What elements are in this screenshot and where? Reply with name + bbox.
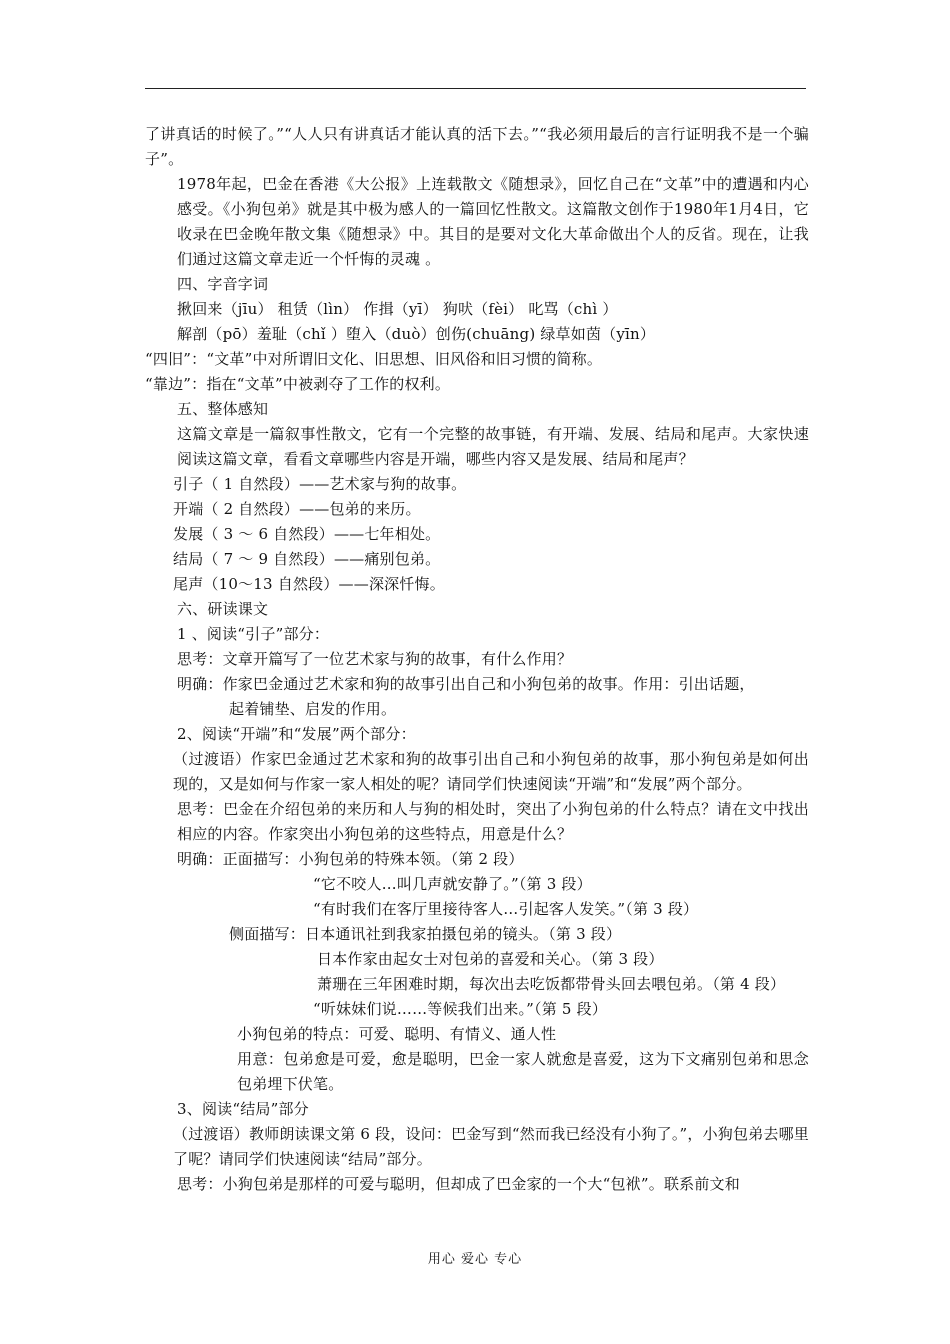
author-intent: 用意：包弟愈是可爱，愈是聪明，巴金一家人就愈是喜爱，这为下文痛别包弟和思念包弟埋下伏笔。 [237, 1050, 809, 1093]
indirect-item-3: 萧珊在三年困难时期，每次出去吃饭都带骨头回去喂包弟。（第 4 段） [317, 975, 786, 993]
subheading-read-ending: 3、阅读“结局”部分 [177, 1100, 309, 1118]
page-footer: 用心 爱心 专心 [427, 1252, 523, 1267]
paragraph-overview: 这篇文章是一篇叙事性散文，它有一个完整的故事链，有开端、发展、结局和尾声。大家快速阅读这篇文章，看看文章哪些内容是开端，哪些内容又是发展、结局和尾声？ [177, 425, 809, 468]
paragraph-background: 1978年起，巴金在香港《大公报》上连载散文《随想录》，回忆自己在“文革”中的遭遇和内心感受。《小狗包弟》就是其中极为感人的一篇回忆性散文。这篇散文创作于1980年1月4日，它收录在巴金晚年散文集《随想录》中。其目的是要对文化大革命做出个人的反省。现在，让我们通过这篇文章走近一个忏悔的灵魂 。 [177, 175, 809, 268]
indirect-item-4: “听妹妹们说……等候我们出来。”（第 5 段） [313, 1000, 608, 1018]
structure-development: 发展（ 3 ～ 6 自然段）——七年相处。 [173, 525, 441, 543]
question-intro: 思考：文章开篇写了一位艺术家与狗的故事，有什么作用？ [177, 650, 573, 668]
subheading-read-development: 2、阅读“开端”和“发展”两个部分： [177, 725, 416, 743]
question-ending: 思考：小狗包弟是那样的可爱与聪明，但却成了巴金家的一个大“包袱”。联系前文和 [177, 1175, 740, 1193]
transition-ending: （过渡语）教师朗读课文第 6 段，设问：巴金写到“然而我已经没有小狗了。”，小狗包弟去哪里了呢？请同学们快速阅读“结局”部分。 [173, 1125, 809, 1168]
structure-intro: 引子（ 1 自然段）——艺术家与狗的故事。 [173, 475, 467, 493]
document-body [145, 122, 809, 1197]
vocabulary-line-2: 解剖（pō）羞耻（chǐ ）堕入（duò）创伤(chuāng) 绿草如茵（yīn） [177, 325, 656, 343]
vocabulary-line-1: 揪回来（jīu） 租赁（lìn） 作揖（yī） 狗吠（fèi） 叱骂（chì ） [177, 300, 618, 318]
term-kaobian: “靠边”：指在“文革”中被剥夺了工作的权利。 [145, 375, 451, 393]
answer-indirect-description: 侧面描写：日本通讯社到我家拍摄包弟的镜头。（第 3 段） [229, 925, 622, 943]
structure-ending: 结局（ 7 ～ 9 自然段）——痛别包弟。 [173, 550, 441, 568]
structure-beginning: 开端（ 2 自然段）——包弟的来历。 [173, 500, 421, 518]
term-sijiu: “四旧”：“文革”中对所谓旧文化、旧思想、旧风俗和旧习惯的简称。 [145, 350, 603, 368]
question-development: 思考：巴金在介绍包弟的来历和人与狗的相处时，突出了小狗包弟的什么特点？请在文中找出相应的内容。作家突出小狗包弟的这些特点，用意是什么？ [177, 800, 809, 843]
answer-intro: 明确：作家巴金通过艺术家和狗的故事引出自己和小狗包弟的故事。作用：引出话题， [177, 675, 755, 693]
structure-epilogue: 尾声（10～13 自然段）——深深忏悔。 [173, 575, 445, 593]
answer-intro-continued: 起着铺垫、启发的作用。 [229, 700, 397, 718]
quote-paragraph-3b: “有时我们在客厅里接待客人…引起客人发笑。”（第 3 段） [313, 900, 699, 918]
paragraph-continued-quote: 了讲真话的时候了。”“人人只有讲真话才能认真的活下去。”“我必须用最后的言行证明我不是一个骗子”。 [145, 125, 809, 168]
indirect-item-2: 日本作家由起女士对包弟的喜爱和关心。（第 3 段） [317, 950, 664, 968]
answer-direct-description: 明确：正面描写：小狗包弟的特殊本领。（第 2 段） [177, 850, 524, 868]
section-heading-overview: 五、整体感知 [177, 400, 269, 418]
dog-traits: 小狗包弟的特点：可爱、聪明、有情义、通人性 [237, 1025, 557, 1043]
subheading-read-intro: 1 、阅读“引子”部分： [177, 625, 330, 643]
section-heading-study: 六、研读课文 [177, 600, 269, 618]
quote-paragraph-3a: “它不咬人…叫几声就安静了。”（第 3 段） [313, 875, 592, 893]
section-heading-vocabulary: 四、字音字词 [177, 275, 269, 293]
header-rule [145, 88, 806, 89]
transition-development: （过渡语）作家巴金通过艺术家和狗的故事引出自己和小狗包弟的故事，那小狗包弟是如何出现的，又是如何与作家一家人相处的呢？请同学们快速阅读“开端”和“发展”两个部分。 [173, 750, 809, 793]
